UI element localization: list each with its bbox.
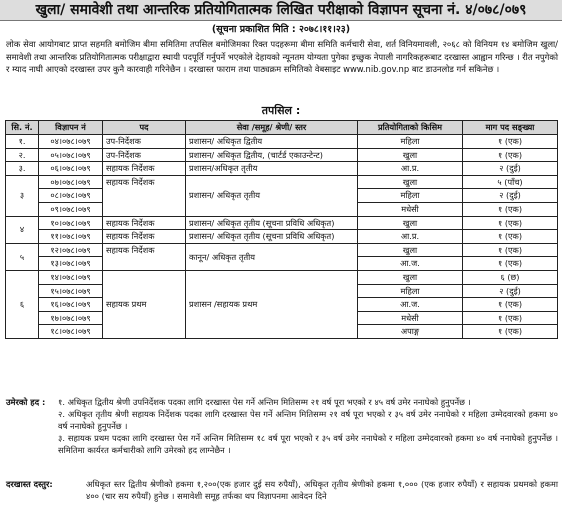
- cell-post: सहायक निर्देशक: [103, 243, 186, 270]
- cell-service: प्रशासन/ अधिकृत तृतीय: [186, 175, 358, 216]
- cell-post: सहायक निर्देशक: [103, 162, 186, 176]
- table-row: [6, 230, 558, 244]
- cell-sn: ६: [6, 270, 39, 338]
- cell-adv: ०६।०७८।०७९: [39, 162, 103, 176]
- cell-count: १ (एक): [463, 257, 558, 271]
- cell-service: कानून/ अधिकृत तृतीय: [186, 243, 358, 270]
- cell-count: १ (एक): [463, 311, 558, 325]
- cell-kind: खुला: [358, 148, 463, 162]
- cell-adv: १०।०७८।०७९: [39, 216, 103, 230]
- header-adv-no: विज्ञापन नं: [39, 121, 103, 135]
- cell-kind: आ.ज.: [358, 257, 463, 271]
- cell-adv: १८।०७८।०७९: [39, 325, 103, 339]
- intro-paragraph: लोक सेवा आयोगबाट प्राप्त सहमति बमोजिम बीमा समितिमा तपसिल बमोजिमका रिक्त पदहरूमा बीमा समिति कर्मचारी सेवा, शर्त विनियमावली, २०६८ को विनियम १४ बमोजिम खुला/समावेशी तथा आन्तरिक प्रतियोगितात्मक परीक्षाद्वारा स्थायी पदपूर्ति गर्नुपर्ने भएकोले देहायको न्यूनतम योग्यता पुगेका इच्छुक नेपाली नागरिकहरूबाट दरखास्त आह्वान गरिन्छ । रीत नपुगेको र म्याद नाघी आएको दरखास्त उपर कुनै कारवाही गरिनेछैन । दरखास्त फाराम तथा पाठ्यक्रम समितिको वेबसाइट www.nib.gov.np बाट डाउनलोड गर्न सकिनेछ ।: [6, 39, 558, 74]
- cell-adv: ०५।०७८।०७९: [39, 148, 103, 162]
- cell-adv: ११।०७८।०७९: [39, 230, 103, 244]
- cell-service: प्रशासन/ अधिकृत तृतीय (सूचना प्रविधि अधिकृत): [186, 230, 358, 244]
- cell-count: २ (दुई): [463, 284, 558, 298]
- cell-count: १ (एक): [463, 325, 558, 339]
- cell-service: प्रशासन/ अधिकृत तृतीय (सूचना प्रविधि अधिकृत): [186, 216, 358, 230]
- cell-kind: खुला: [358, 216, 463, 230]
- table-heading: तपसिल :: [261, 104, 301, 117]
- notice-title: खुला/ समावेशी तथा आन्तरिक प्रतियोगितात्मक लिखित परीक्षाको विज्ञापन सूचना नं. ४/०७८/०७९: [0, 0, 562, 21]
- cell-adv: १६।०७८।०७९: [39, 298, 103, 312]
- cell-post: सहायक निर्देशक: [103, 216, 186, 230]
- cell-count: १ (एक): [463, 230, 558, 244]
- cell-post: उप-निर्देशक: [103, 148, 186, 162]
- cell-count: १ (एक): [463, 216, 558, 230]
- cell-kind: आ.ज.: [358, 298, 463, 312]
- cell-adv: १३।०७८।०७९: [39, 257, 103, 271]
- cell-post: उप-निर्देशक: [103, 135, 186, 149]
- cell-adv: १२।०७८।०७९: [39, 243, 103, 257]
- cell-post: सहायक निर्देशक: [103, 175, 186, 216]
- age-limit-label: उमेरको हद :: [6, 397, 46, 407]
- header-service: सेवा /समूह/ श्रेणी/ स्तर: [186, 121, 358, 135]
- header-competition: प्रतियोगिताको किसिम: [358, 121, 463, 135]
- header-post: पद: [103, 121, 186, 135]
- cell-service: प्रशासन/ अधिकृत द्वितीय: [186, 135, 358, 149]
- fee-text: अधिकृत स्तर द्वितीय श्रेणीको हकमा १,२००(एक हजार दुई सय रुपैयाँ), अधिकृत तृतीय श्रेणीको हकमा १,००० (एक हजार रुपैयाँ) र सहायक प्रथमको हकमा ४०० (चार सय रुपैयाँ) हुनेछ । समावेशी समूह तर्फका थप विज्ञापनमा आवेदन दिने: [86, 479, 558, 501]
- cell-kind: खुला: [358, 175, 463, 189]
- cell-count: २ (दुई): [463, 189, 558, 203]
- cell-kind: आ.प्र.: [358, 230, 463, 244]
- table-row: [6, 216, 558, 230]
- cell-count: ६ (छ): [463, 270, 558, 284]
- age-note-3: ३. सहायक प्रथम पदका लागि दरखास्त पेस गर्ने अन्तिम मितिसम्म १८ वर्ष पूरा भएको र ३५ वर्ष उमेर ननाघेको र महिला उम्मेदवारको हकमा ४० वर्ष ननाघेको हुनुपर्नेछ । समितिमा कार्यरत कर्मचारीको लागि उमेरको हद लाग्नेछैन ।: [58, 433, 558, 455]
- cell-kind: महिला: [358, 135, 463, 149]
- cell-service: प्रशासन/ अधिकृत द्वितीय, (चार्टर्ड एकाउन्टेन्ट): [186, 148, 358, 162]
- cell-count: १ (एक): [463, 243, 558, 257]
- table-row: [6, 135, 558, 149]
- cell-count: १ (एक): [463, 135, 558, 149]
- cell-adv: ०४।०७८।०७९: [39, 135, 103, 149]
- table-row: [6, 162, 558, 176]
- table-row: [6, 270, 558, 284]
- cell-sn: १.: [6, 135, 39, 149]
- cell-kind: महिला: [358, 284, 463, 298]
- table-row: [6, 175, 558, 189]
- table-row: [6, 148, 558, 162]
- cell-sn: ५: [6, 243, 39, 270]
- vacancy-table: [5, 120, 558, 339]
- cell-count: १ (एक): [463, 298, 558, 312]
- cell-adv: ०८।०७८।०७९: [39, 189, 103, 203]
- cell-count: १ (एक): [463, 202, 558, 216]
- cell-adv: ०९।०७८।०७९: [39, 202, 103, 216]
- cell-sn: २.: [6, 148, 39, 162]
- cell-count: ५ (पाँच): [463, 175, 558, 189]
- header-count: माग पद सङ्ख्या: [463, 121, 558, 135]
- fee-section: [6, 478, 558, 502]
- cell-post: सहायक निर्देशक: [103, 230, 186, 244]
- cell-kind: खुला: [358, 243, 463, 257]
- cell-service: प्रशासन/अधिकृत तृतीय: [186, 162, 358, 176]
- cell-adv: ०७।०७८।०७९: [39, 175, 103, 189]
- cell-post: सहायक प्रथम: [103, 270, 186, 338]
- cell-kind: अपाङ्ग: [358, 325, 463, 339]
- cell-adv: १७।०७८।०७९: [39, 311, 103, 325]
- cell-adv: १४।०७८।०७९: [39, 270, 103, 284]
- cell-sn: ४: [6, 216, 39, 243]
- fee-label: दरखास्त दस्तुर:: [6, 479, 53, 489]
- table-header-row: [6, 121, 558, 135]
- publish-date: (सूचना प्रकाशित मिति : २०७८।११।२३): [211, 24, 351, 35]
- cell-kind: मधेसी: [358, 202, 463, 216]
- cell-service: प्रशासन /सहायक प्रथम: [186, 270, 358, 338]
- cell-count: १ (एक): [463, 148, 558, 162]
- cell-sn: ३: [6, 175, 39, 216]
- cell-adv: १५।०७८।०७९: [39, 284, 103, 298]
- cell-kind: मधेसी: [358, 311, 463, 325]
- cell-sn: ३.: [6, 162, 39, 176]
- header-sn: सि. नं.: [6, 121, 39, 135]
- age-note-1: १. अधिकृत द्वितीय श्रेणी उपनिर्देशक पदका लागि दरखास्त पेस गर्ने अन्तिम मितिसम्म २१ वर्ष पूरा भएको र ४५ वर्ष उमेर ननाघेको हुनुपर्नेछ ।: [58, 397, 471, 407]
- cell-kind: आ.प्र.: [358, 162, 463, 176]
- cell-count: २ (दुई): [463, 162, 558, 176]
- cell-kind: खुला: [358, 270, 463, 284]
- table-row: [6, 243, 558, 257]
- cell-kind: महिला: [358, 189, 463, 203]
- age-limit-section: [6, 396, 558, 456]
- age-note-2: २. अधिकृत तृतीय श्रेणी सहायक निर्देशक पदका लागि दरखास्त पेस गर्ने अन्तिम मितिसम्म २१ वर्ष पूरा भएको र ३५ वर्ष उमेर ननाघेको र महिला उम्मेदवारको हकमा ४० वर्ष ननाघेको हुनुपर्नेछ ।: [58, 409, 558, 431]
